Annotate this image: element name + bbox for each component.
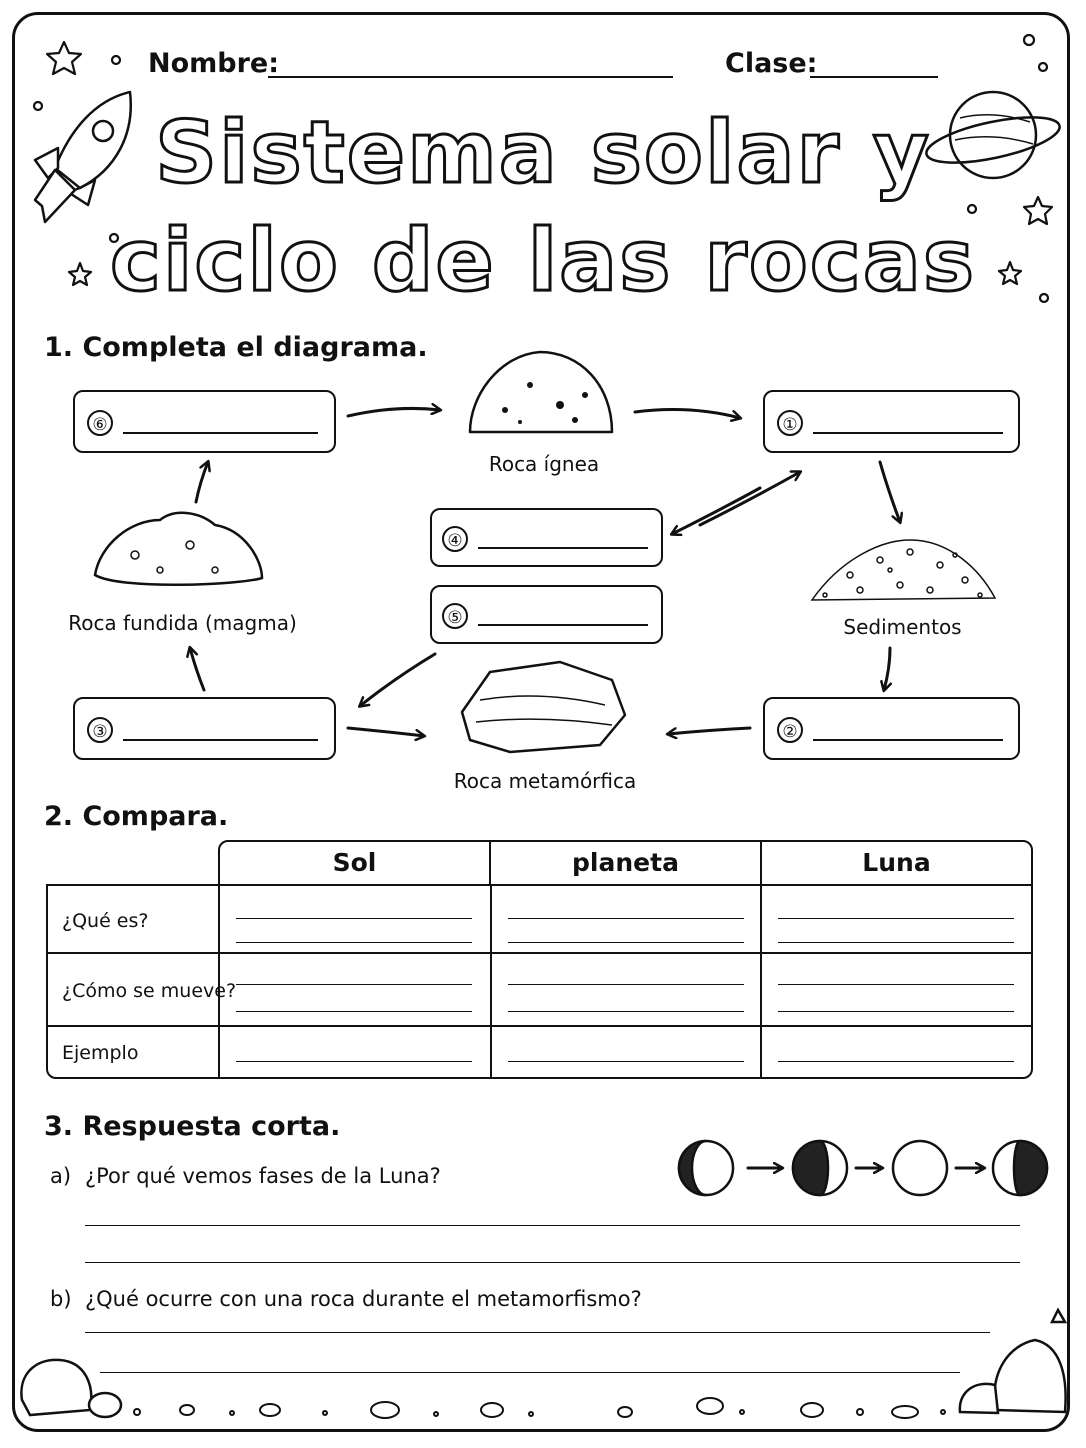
question-b-letter: b) [50,1287,72,1311]
answer-line [478,547,648,549]
sediment-icon [812,540,995,600]
table-cell-line[interactable] [778,918,1014,919]
answer-box-3[interactable] [73,697,336,760]
star-icon [47,42,81,74]
rock-icon [470,352,612,432]
page-title-line1: Sistema solar y [155,103,931,203]
answer-line [123,432,318,434]
section2-heading: 2. Compara. [44,801,229,832]
table-cell-line[interactable] [508,984,744,985]
box-number: ① [777,410,803,436]
answer-line [813,432,1003,434]
table-cell-line[interactable] [236,984,472,985]
answer-line [478,624,648,626]
answer-box-1[interactable] [763,390,1020,453]
row-label-como-se-mueve: ¿Cómo se mueve? [62,980,237,1002]
answer-line-a2[interactable] [85,1262,1020,1263]
table-cell-line[interactable] [508,1061,744,1062]
table-cell-line[interactable] [236,918,472,919]
table-cell-line[interactable] [508,942,744,943]
answer-line-b1[interactable] [85,1332,990,1333]
answer-box-6[interactable] [73,390,336,453]
igneous-label: Roca ígnea [488,452,600,476]
name-label: Nombre: [148,48,280,79]
table-cell-line[interactable] [236,942,472,943]
box-number: ⑥ [87,410,113,436]
compare-table [46,884,1033,1079]
rock-icon [462,662,625,752]
column-header-planeta: planeta [489,842,760,884]
table-cell-line[interactable] [778,1011,1014,1012]
table-cell-line[interactable] [236,1011,472,1012]
answer-line-b2[interactable] [100,1372,960,1373]
question-a-text: ¿Por qué vemos fases de la Luna? [85,1164,441,1188]
name-field[interactable] [268,76,673,78]
table-cell-line[interactable] [236,1061,472,1062]
rock-icon [21,1310,1065,1417]
question-a-letter: a) [50,1164,72,1188]
row-label-que-es: ¿Qué es? [62,910,149,932]
row-label-ejemplo: Ejemplo [62,1042,139,1064]
magma-label: Roca fundida (magma) [68,611,297,635]
table-cell-line[interactable] [778,1061,1014,1062]
class-field[interactable] [810,76,938,78]
class-label: Clase: [725,48,818,79]
answer-line [813,739,1003,741]
compare-table-header [218,840,1033,886]
answer-line [123,739,318,741]
section1-heading: 1. Completa el diagrama. [44,332,428,363]
box-number: ④ [442,526,468,552]
box-number: ② [777,717,803,743]
answer-line-a1[interactable] [85,1225,1020,1226]
metamorphic-label: Roca metamórfica [453,769,637,793]
column-header-luna: Luna [760,842,1031,884]
sediments-label: Sedimentos [843,615,962,639]
answer-box-2[interactable] [763,697,1020,760]
table-cell-line[interactable] [508,918,744,919]
table-cell-line[interactable] [778,984,1014,985]
table-cell-line[interactable] [778,942,1014,943]
answer-box-4[interactable] [430,508,663,567]
table-cell-line[interactable] [508,1011,744,1012]
box-number: ③ [87,717,113,743]
answer-box-5[interactable] [430,585,663,644]
box-number: ⑤ [442,603,468,629]
question-b-text: ¿Qué ocurre con una roca durante el metamorfismo? [85,1287,642,1311]
column-header-sol: Sol [332,848,377,877]
section3-heading: 3. Respuesta corta. [44,1111,341,1142]
page-title-line2: ciclo de las rocas [109,211,977,311]
rock-icon [95,513,262,585]
